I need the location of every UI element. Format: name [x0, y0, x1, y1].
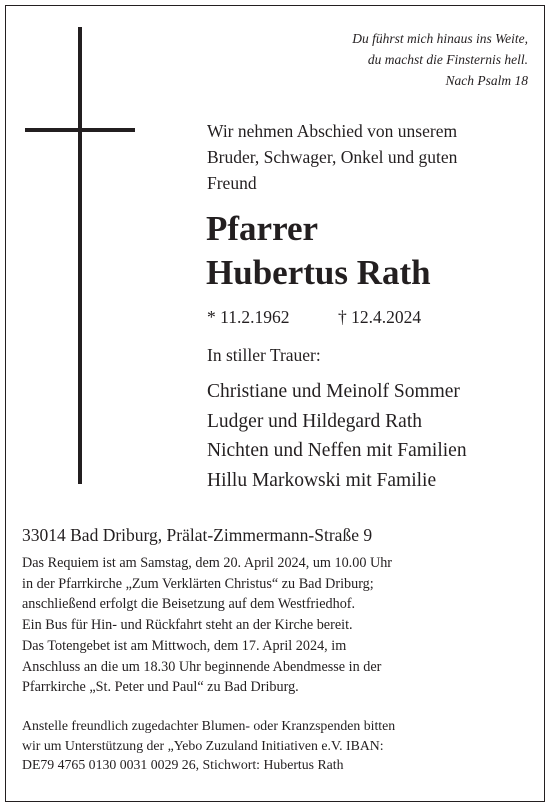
quote-line: Du führst mich hinaus ins Weite,: [352, 31, 528, 46]
service-line: Anschluss an die um 18.30 Uhr beginnende Abendmesse in der: [22, 658, 382, 675]
cross-horizontal-bar: [25, 128, 135, 132]
quote-source: Nach Psalm 18: [445, 73, 528, 88]
service-line: Pfarrkirche „St. Peter und Paul“ zu Bad Driburg.: [22, 679, 299, 696]
quote-line: du machst die Finsternis hell.: [367, 52, 528, 67]
service-line: in der Pfarrkirche „Zum Verklärten Christus“ zu Bad Driburg;: [22, 575, 374, 592]
mourner-list: [207, 377, 537, 495]
intro-line: Bruder, Schwager, Onkel und guten: [207, 147, 458, 167]
service-line: Das Totengebet ist am Mittwoch, dem 17. April 2024, im: [22, 637, 347, 654]
intro-line: Wir nehmen Abschied von unserem: [207, 121, 458, 141]
deceased-name: [206, 207, 536, 295]
mourning-label: In stiller Trauer:: [207, 345, 321, 365]
death-date: † 12.4.2024: [338, 307, 422, 327]
life-dates: [207, 304, 527, 330]
family-address: 33014 Bad Driburg, Prälat-Zimmermann-Straße 9: [22, 525, 373, 545]
farewell-intro: [207, 118, 527, 196]
mourner-entry: Nichten und Neffen mit Familien: [207, 440, 467, 461]
mourner-entry: Christiane und Meinolf Sommer: [207, 381, 460, 402]
psalm-quote: [268, 28, 528, 91]
donation-request: [22, 716, 532, 775]
cross-vertical-bar: [78, 27, 82, 484]
mourner-entry: Ludger und Hildegard Rath: [207, 410, 422, 432]
service-line: Das Requiem ist am Samstag, dem 20. April 2024, um 10.00 Uhr: [22, 555, 393, 571]
deceased-full-name: Hubertus Rath: [206, 253, 431, 292]
birth-date: * 11.2.1962: [207, 307, 290, 327]
donation-line: wir um Unterstützung der „Yebo Zuzuland Initiativen e.V. IBAN:: [22, 737, 384, 753]
deceased-title: Pfarrer: [206, 209, 319, 248]
service-line: anschließend erfolgt die Beisetzung auf dem Westfriedhof.: [22, 596, 356, 613]
service-line: Ein Bus für Hin- und Rückfahrt steht an der Kirche bereit.: [22, 617, 353, 634]
mourner-entry: Hillu Markowski mit Familie: [207, 469, 437, 491]
service-details: [22, 553, 532, 698]
intro-line: Freund: [207, 173, 257, 193]
donation-line: Anstelle freundlich zugedachter Blumen- oder Kranzspenden bitten: [22, 718, 396, 733]
donation-line: DE79 4765 0130 0031 0029 26, Stichwort: Hubertus Rath: [22, 757, 344, 773]
